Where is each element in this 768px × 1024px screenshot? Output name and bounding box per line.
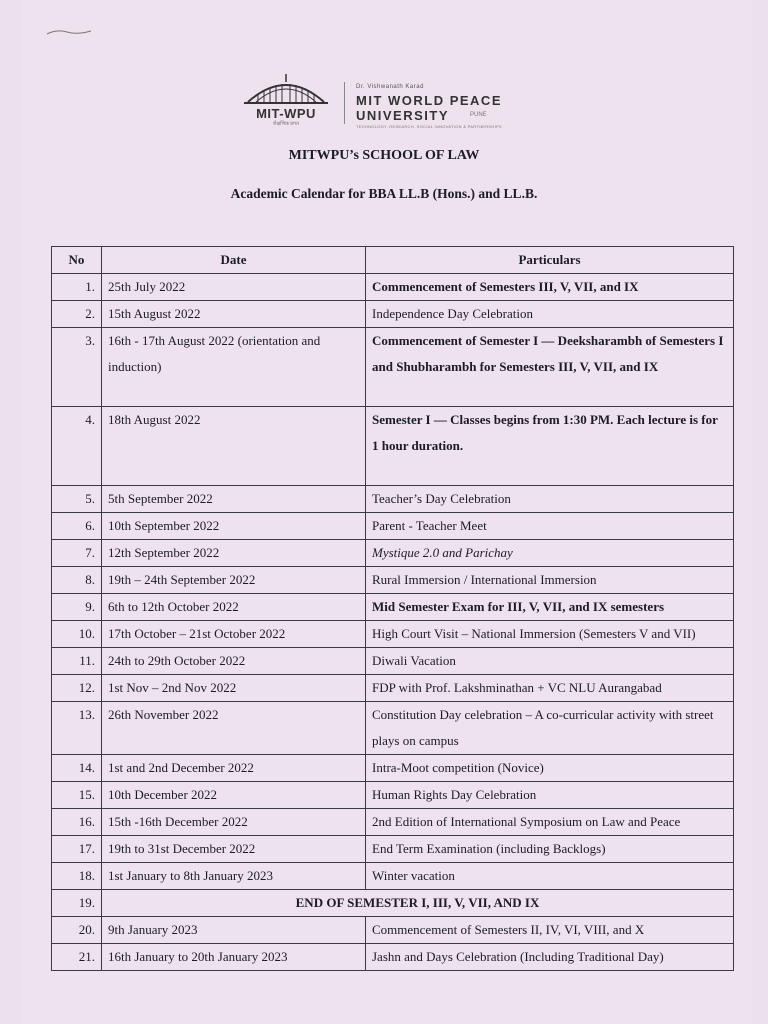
logo-divider <box>344 82 345 124</box>
row-number: 17. <box>52 836 102 863</box>
row-date: 1st and 2nd December 2022 <box>102 755 366 782</box>
row-number: 20. <box>52 917 102 944</box>
row-particulars: Commencement of Semesters II, IV, VI, VIII, and X <box>366 917 734 944</box>
row-number: 9. <box>52 594 102 621</box>
row-particulars: Jashn and Days Celebration (Including Traditional Day) <box>366 944 734 971</box>
row-number: 1. <box>52 274 102 301</box>
academic-calendar-table <box>51 246 734 971</box>
logo-subtext: शैक्षणिक प्रगत <box>273 121 299 127</box>
university-name-line2: UNIVERSITY <box>356 108 450 123</box>
table-row <box>52 567 734 594</box>
column-header-date: Date <box>102 247 366 274</box>
row-date: 26th November 2022 <box>102 702 366 755</box>
row-number: 19. <box>52 890 102 917</box>
table-header-row <box>52 247 734 274</box>
row-date: 15th -16th December 2022 <box>102 809 366 836</box>
table-row <box>52 274 734 301</box>
row-span-heading: END OF SEMESTER I, III, V, VII, AND IX <box>102 890 734 917</box>
row-particulars: End Term Examination (including Backlogs) <box>366 836 734 863</box>
row-date: 19th to 31st December 2022 <box>102 836 366 863</box>
row-particulars: Winter vacation <box>366 863 734 890</box>
table-row <box>52 513 734 540</box>
row-number: 4. <box>52 407 102 486</box>
school-title: MITWPU’s SCHOOL OF LAW <box>288 148 480 163</box>
row-date: 24th to 29th October 2022 <box>102 648 366 675</box>
pen-scribble-mark <box>45 26 95 38</box>
row-date: 10th September 2022 <box>102 513 366 540</box>
row-date: 16th January to 20th January 2023 <box>102 944 366 971</box>
table-row <box>52 594 734 621</box>
row-particulars: Diwali Vacation <box>366 648 734 675</box>
row-particulars: Constitution Day celebration – A co-curricular activity with street plays on campus <box>366 702 734 755</box>
row-number: 13. <box>52 702 102 755</box>
row-particulars: FDP with Prof. Lakshminathan + VC NLU Aurangabad <box>366 675 734 702</box>
row-number: 8. <box>52 567 102 594</box>
table-row <box>52 755 734 782</box>
row-number: 3. <box>52 328 102 407</box>
calendar-subtitle: Academic Calendar for BBA LL.B (Hons.) and LL.B. <box>230 186 538 201</box>
table-row <box>52 540 734 567</box>
row-date: 25th July 2022 <box>102 274 366 301</box>
table-row <box>52 890 734 917</box>
row-particulars: Mid Semester Exam for III, V, VII, and IX semesters <box>366 594 734 621</box>
row-particulars: Mystique 2.0 and Parichay <box>366 540 734 567</box>
row-particulars: Parent - Teacher Meet <box>366 513 734 540</box>
row-date: 19th – 24th September 2022 <box>102 567 366 594</box>
row-number: 16. <box>52 809 102 836</box>
table-row <box>52 782 734 809</box>
university-name-line1: MIT WORLD PEACE <box>356 93 502 108</box>
table-row <box>52 621 734 648</box>
row-particulars: Commencement of Semesters III, V, VII, and IX <box>366 274 734 301</box>
row-date: 10th December 2022 <box>102 782 366 809</box>
column-header-no: No <box>52 247 102 274</box>
row-number: 18. <box>52 863 102 890</box>
table-body <box>52 274 734 971</box>
table-row <box>52 702 734 755</box>
row-date: 12th September 2022 <box>102 540 366 567</box>
row-number: 10. <box>52 621 102 648</box>
row-particulars: High Court Visit – National Immersion (Semesters V and VII) <box>366 621 734 648</box>
table-row <box>52 648 734 675</box>
row-number: 21. <box>52 944 102 971</box>
logo-abbreviation: MIT-WPU <box>256 106 316 121</box>
row-number: 7. <box>52 540 102 567</box>
row-number: 6. <box>52 513 102 540</box>
university-city: PUNE <box>470 112 487 118</box>
table-row <box>52 863 734 890</box>
table-row <box>52 809 734 836</box>
row-number: 11. <box>52 648 102 675</box>
row-number: 15. <box>52 782 102 809</box>
row-date: 9th January 2023 <box>102 917 366 944</box>
row-particulars: Rural Immersion / International Immersion <box>366 567 734 594</box>
row-date: 6th to 12th October 2022 <box>102 594 366 621</box>
row-number: 5. <box>52 486 102 513</box>
row-date: 5th September 2022 <box>102 486 366 513</box>
row-date: 15th August 2022 <box>102 301 366 328</box>
column-header-particulars: Particulars <box>366 247 734 274</box>
row-number: 12. <box>52 675 102 702</box>
row-date: 1st Nov – 2nd Nov 2022 <box>102 675 366 702</box>
table-row <box>52 486 734 513</box>
row-date: 1st January to 8th January 2023 <box>102 863 366 890</box>
row-number: 14. <box>52 755 102 782</box>
row-particulars: Commencement of Semester I — Deeksharambh of Semesters I and Shubharambh for Semesters III, V, VII, and IX <box>366 328 734 407</box>
table-row <box>52 407 734 486</box>
row-date: 18th August 2022 <box>102 407 366 486</box>
row-date: 16th - 17th August 2022 (orientation and induction) <box>102 328 366 407</box>
row-date: 17th October – 21st October 2022 <box>102 621 366 648</box>
table-row <box>52 944 734 971</box>
row-particulars: Intra-Moot competition (Novice) <box>366 755 734 782</box>
table-row <box>52 675 734 702</box>
row-particulars: Independence Day Celebration <box>366 301 734 328</box>
table-row <box>52 836 734 863</box>
row-number: 2. <box>52 301 102 328</box>
table-row <box>52 917 734 944</box>
logo-tagline: Dr. Vishwanath Karad <box>356 84 424 90</box>
table-row <box>52 301 734 328</box>
row-particulars: Teacher’s Day Celebration <box>366 486 734 513</box>
row-particulars: 2nd Edition of International Symposium on Law and Peace <box>366 809 734 836</box>
university-motto: TECHNOLOGY, RESEARCH, SOCIAL INNOVATION & PARTNERSHIPS <box>356 124 502 129</box>
row-particulars: Semester I — Classes begins from 1:30 PM. Each lecture is for 1 hour duration. <box>366 407 734 486</box>
university-logo <box>236 72 556 132</box>
row-particulars: Human Rights Day Celebration <box>366 782 734 809</box>
table-row <box>52 328 734 407</box>
